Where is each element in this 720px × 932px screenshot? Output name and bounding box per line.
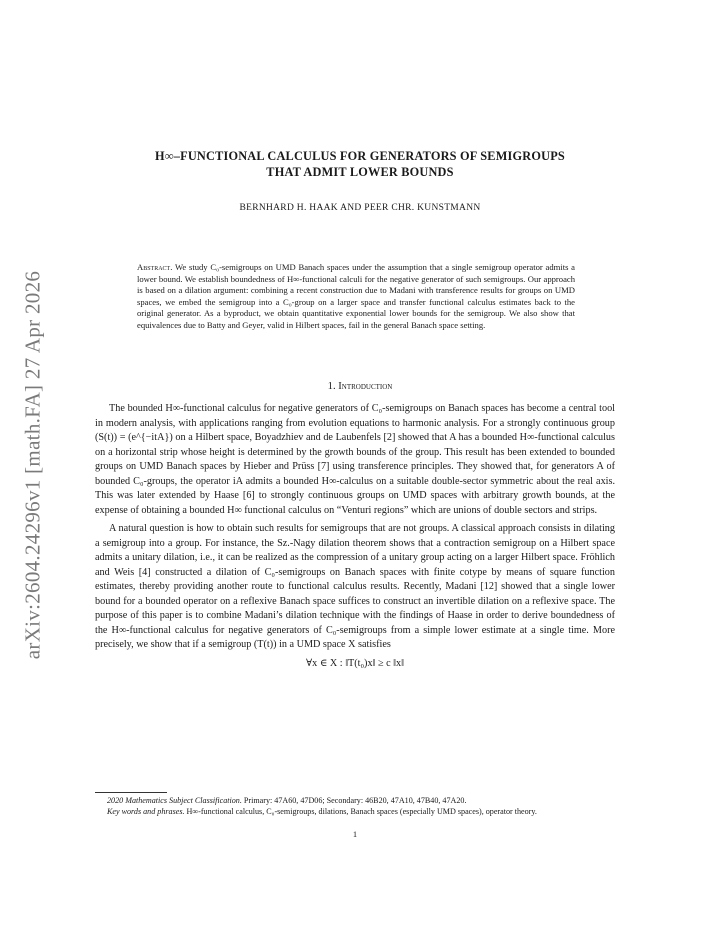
msc-footnote	[95, 796, 615, 807]
arxiv-identifier-stamp	[18, 240, 48, 690]
msc-text: Primary: 47A60, 47D06; Secondary: 46B20, 47A10, 47B40, 47A20.	[243, 796, 467, 805]
footnotes	[95, 796, 615, 817]
author-list: BERNHARD H. HAAK AND PEER CHR. KUNSTMANN	[239, 203, 481, 213]
footnote-rule	[95, 792, 167, 793]
abstract-label: Abstract.	[137, 262, 173, 272]
paragraph-1: The bounded H∞-functional calculus for negative generators of C₀-semigroups on Banach spaces has become a central tool in modern analysis, with applications ranging from evolution equations to harmonic analysis. For a strongly continuous group (S(t)) = (e^{−itA}) on a Hilbert space, Boyadzhiev and de Laubenfels [2] showed that A has a bounded H∞-functional calculus on a horizontal strip whose height is determined by the growth bounds of the group. This result has been extended to bounded groups on UMD Banach spaces by Hieber and Prüss [7] using transference principles. They showed that, for generators A of bounded C₀-groups, the operator iA admits a bounded H∞-calculus on a suitable double-sector symmetric about the real axis. This was later extended by Haase [6] to strongly continuous groups on UMD spaces with arbitrary growth bounds, at the expense of obtaining a bounded H∞ functional calculus on “Venturi regions” which are unions of double sectors and strips.	[95, 403, 615, 516]
body-text	[95, 402, 615, 671]
display-formula: ∀x ∈ X : ‖T(t₀)x‖ ≥ c ‖x‖	[306, 657, 404, 669]
msc-label: 2020 Mathematics Subject Classification.	[107, 796, 242, 805]
keywords-label: Key words and phrases.	[107, 806, 185, 816]
keywords-text: H∞-functional calculus, C₀-semigroups, dilations, Banach spaces (especially UMD spaces), operator theory.	[186, 806, 537, 816]
title-line-2: THAT ADMIT LOWER BOUNDS	[266, 165, 454, 179]
abstract-text: We study C₀-semigroups on UMD Banach spaces under the assumption that a single semigroup operator admits a lower bound. We establish boundedness of H∞-functional calculi for the negative generator of such semigroups. Our approach is based on a dilation argument: combining a recent construction due to Madani with transference results for groups on UMD spaces, we embed the semigroup into a C₀-group on a larger space and transfer functional calculus estimates back to the original generator. As a byproduct, we obtain quantitative exponential lower bounds for the semigroup. We also show that equivalences due to Batty and Geyer, valid in Hilbert spaces, fail in the general Banach space setting.	[137, 262, 575, 330]
section-heading: 1. Introduction	[327, 381, 393, 392]
arxiv-identifier-text: arXiv:2604.24296v1 [math.FA] 27 Apr 2026	[20, 270, 45, 660]
abstract	[137, 262, 575, 332]
keywords-footnote	[95, 807, 615, 818]
title-line-1: H∞–FUNCTIONAL CALCULUS FOR GENERATORS OF SEMIGROUPS	[155, 149, 565, 163]
paragraph-2: A natural question is how to obtain such results for semigroups that are not groups. A classical approach consists in dilating a semigroup into a group. For instance, the Sz.-Nagy dilation theorem shows that a contraction semigroup on a Hilbert space admits a unitary dilation, i.e., it can be realized as the compression of a unitary group acting on a larger Hilbert space. Fröhlich and Weis [4] constructed a dilation of C₀-semigroups on Banach spaces with finite cotype by means of square function estimates, thereby providing another route to functional calculus results. Recently, Madani [12] showed that a single lower bound for a bounded operator on a reflexive Banach space suffices to construct an invertible dilation on a reflexive space. The purpose of this paper is to combine Madani’s dilation technique with the findings of Haase in order to derive boundedness of the H∞-functional calculus for negative generators of C₀-semigroups from a simple lower estimate at a single time. More precisely, we show that if a semigroup (T(t)) in a UMD space X satisfies	[95, 523, 615, 650]
paper-title	[95, 148, 625, 180]
page-number: 1	[352, 829, 358, 839]
